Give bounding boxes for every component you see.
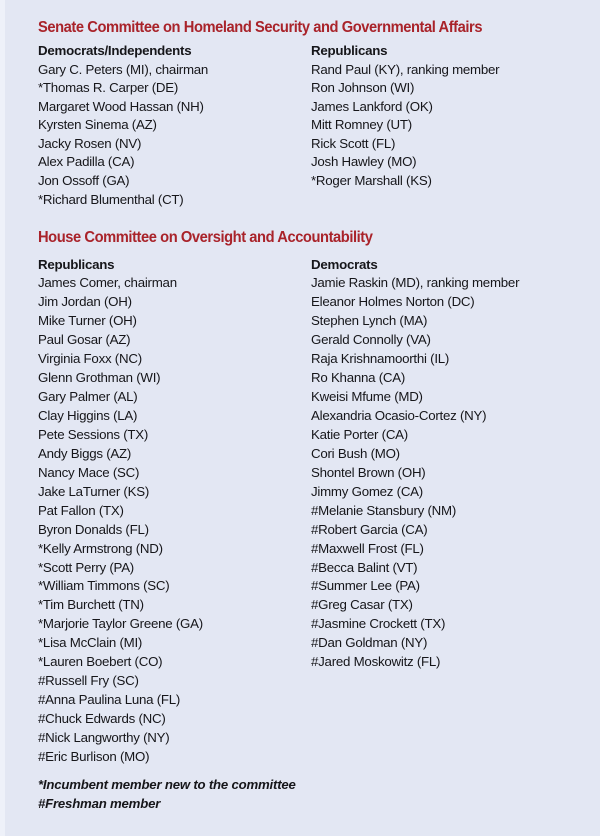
list-item: Jim Jordan (OH): [38, 294, 132, 310]
list-item: Gerald Connolly (VA): [311, 332, 431, 348]
list-item: *Roger Marshall (KS): [311, 173, 432, 189]
house-section-title: House Committee on Oversight and Accountability: [38, 229, 373, 246]
list-item: Kyrsten Sinema (AZ): [38, 117, 157, 133]
list-item: #Anna Paulina Luna (FL): [38, 692, 181, 708]
list-item: #Summer Lee (PA): [311, 578, 420, 594]
senate-democrats-heading: Democrats/Independents: [38, 43, 192, 58]
list-item: *Richard Blumenthal (CT): [38, 191, 184, 207]
list-item: #Nick Langworthy (NY): [38, 730, 170, 746]
list-item: Kweisi Mfume (MD): [311, 388, 423, 404]
house-republicans-heading: Republicans: [38, 257, 115, 272]
list-item: Gary C. Peters (MI), chairman: [38, 61, 209, 77]
list-item: #Jared Moskowitz (FL): [311, 654, 441, 670]
footnote-freshman: #Freshman member: [38, 796, 161, 811]
list-item: Byron Donalds (FL): [38, 521, 149, 537]
senate-republicans-heading: Republicans: [311, 43, 388, 58]
senate-section-title: Senate Committee on Homeland Security and Governmental Affairs: [38, 19, 483, 36]
list-item: #Jasmine Crockett (TX): [311, 616, 446, 632]
list-item: Jimmy Gomez (CA): [311, 483, 423, 499]
house-democrats-column: [311, 255, 596, 672]
list-item: Jacky Rosen (NV): [38, 135, 142, 151]
list-item: #Greg Casar (TX): [311, 597, 413, 613]
list-item: Alex Padilla (CA): [38, 154, 135, 170]
list-item: #Dan Goldman (NY): [311, 635, 428, 651]
list-item: Pete Sessions (TX): [38, 426, 149, 442]
list-item: #Eric Burlison (MO): [38, 749, 150, 765]
senate-democrats-column: [38, 42, 318, 209]
list-item: Mike Turner (OH): [38, 313, 137, 329]
list-item: #Robert Garcia (CA): [311, 521, 428, 537]
list-item: Eleanor Holmes Norton (DC): [311, 294, 475, 310]
list-item: Rand Paul (KY), ranking member: [311, 61, 500, 77]
list-item: #Maxwell Frost (FL): [311, 540, 424, 556]
list-item: *Lauren Boebert (CO): [38, 654, 163, 670]
list-item: Jake LaTurner (KS): [38, 483, 150, 499]
list-item: Alexandria Ocasio-Cortez (NY): [311, 407, 487, 423]
house-democrats-list: [311, 274, 596, 672]
list-item: Katie Porter (CA): [311, 426, 408, 442]
list-item: Shontel Brown (OH): [311, 464, 426, 480]
list-item: Jon Ossoff (GA): [38, 173, 130, 189]
list-item: Clay Higgins (LA): [38, 407, 138, 423]
list-item: #Russell Fry (SC): [38, 673, 139, 689]
house-democrats-heading: Democrats: [311, 257, 378, 272]
list-item: *Thomas R. Carper (DE): [38, 80, 179, 96]
list-item: Ron Johnson (WI): [311, 80, 415, 96]
list-item: Stephen Lynch (MA): [311, 313, 428, 329]
list-item: #Chuck Edwards (NC): [38, 711, 166, 727]
list-item: Jamie Raskin (MD), ranking member: [311, 275, 520, 291]
list-item: *William Timmons (SC): [38, 578, 170, 594]
list-item: Pat Fallon (TX): [38, 502, 124, 518]
list-item: #Melanie Stansbury (NM): [311, 502, 457, 518]
list-item: Cori Bush (MO): [311, 445, 400, 461]
list-item: Margaret Wood Hassan (NH): [38, 98, 204, 114]
footnote-incumbent: *Incumbent member new to the committee: [38, 777, 296, 792]
list-item: James Comer, chairman: [38, 275, 177, 291]
list-item: Josh Hawley (MO): [311, 154, 417, 170]
list-item: Paul Gosar (AZ): [38, 332, 131, 348]
house-republicans-list: [38, 274, 318, 767]
list-item: Andy Biggs (AZ): [38, 445, 132, 461]
page-left-edge: [0, 0, 5, 836]
list-item: Glenn Grothman (WI): [38, 369, 161, 385]
list-item: *Lisa McClain (MI): [38, 635, 143, 651]
list-item: Mitt Romney (UT): [311, 117, 412, 133]
list-item: *Marjorie Taylor Greene (GA): [38, 616, 203, 632]
senate-republicans-list: [311, 61, 596, 191]
senate-republicans-column: [311, 42, 596, 191]
list-item: *Tim Burchett (TN): [38, 597, 144, 613]
list-item: Nancy Mace (SC): [38, 464, 140, 480]
list-item: James Lankford (OK): [311, 98, 433, 114]
senate-democrats-list: [38, 61, 318, 210]
footnotes: [38, 775, 438, 813]
list-item: Raja Krishnamoorthi (IL): [311, 351, 450, 367]
list-item: *Kelly Armstrong (ND): [38, 540, 163, 556]
list-item: #Becca Balint (VT): [311, 559, 418, 575]
house-republicans-column: [38, 255, 318, 767]
list-item: Gary Palmer (AL): [38, 388, 138, 404]
list-item: Rick Scott (FL): [311, 135, 396, 151]
list-item: *Scott Perry (PA): [38, 559, 134, 575]
list-item: Ro Khanna (CA): [311, 369, 406, 385]
list-item: Virginia Foxx (NC): [38, 351, 142, 367]
